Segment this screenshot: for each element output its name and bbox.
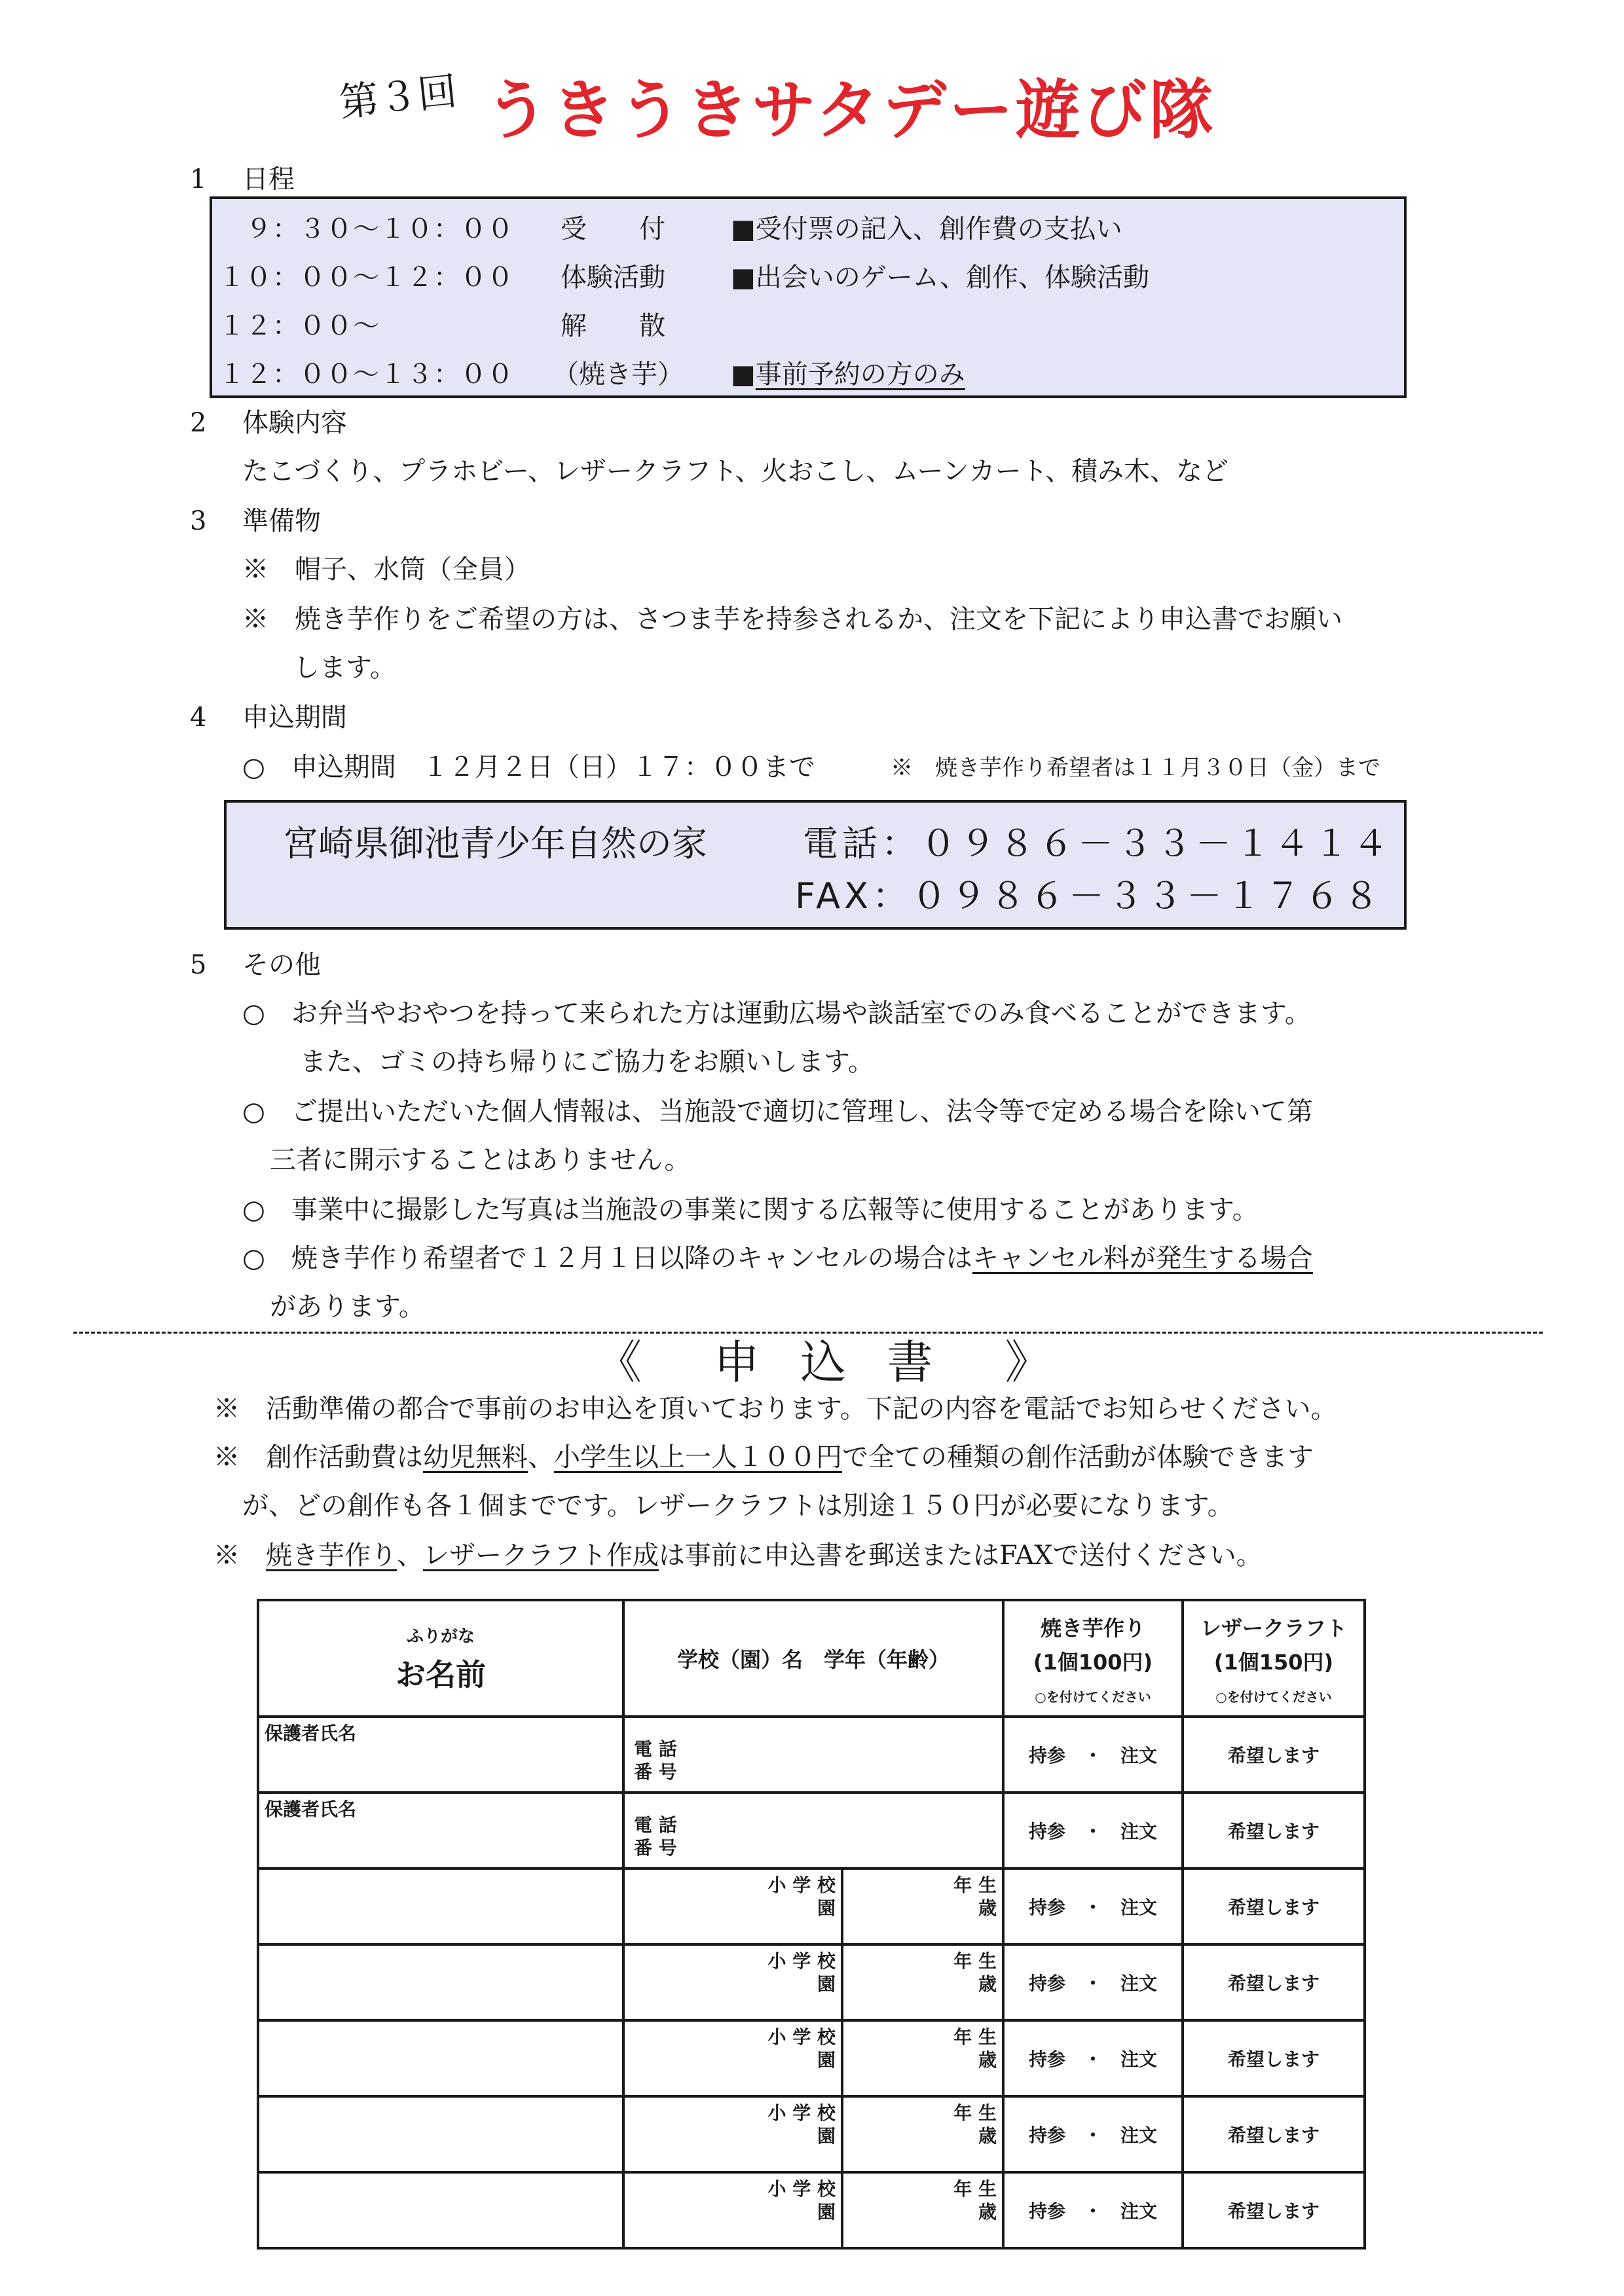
form-note-cont: が、どの創作も各１個までです。レザークラフトは別途１５０円が必要になります。 [242, 1491, 1234, 1521]
child-name-cell[interactable] [258, 2172, 623, 2248]
page-title: うきうきサタデー遊び隊 [485, 73, 1217, 148]
school-label-line2: 園 [817, 1897, 836, 1919]
grade-label [953, 2026, 997, 2071]
header-name [258, 1600, 623, 1717]
contact-fax: FAX：０９８６－３３－１７６８ [795, 875, 1384, 917]
child-name-cell[interactable] [258, 1868, 623, 1944]
header-name-label: お名前 [396, 1656, 486, 1692]
leather-choice-cell[interactable] [1183, 2172, 1365, 2248]
header-yakiimo-price: (1個100円) [1033, 1649, 1153, 1675]
section5-item [242, 1245, 1313, 1271]
child-grade-cell[interactable] [842, 2020, 1003, 2096]
section1-number: 1 [190, 164, 207, 194]
section1-heading: 日程 [242, 164, 295, 194]
form-note-underlined: 焼き芋作り [266, 1540, 397, 1571]
header-yakiimo-note: ○を付けてください [1035, 1688, 1151, 1705]
section5-item: ○ お弁当やおやつを持って来られた方は運動広場や談話室でのみ食べることができます。 [242, 998, 1311, 1029]
child-school-cell[interactable] [623, 2096, 842, 2172]
form-note: ※ 活動準備の都合で事前のお申込を頂いております。下記の内容を電話でお知らせください。 [213, 1394, 1337, 1424]
school-label [768, 2102, 836, 2147]
school-label-line1: 小 学 校 [767, 2102, 836, 2124]
grade-label [953, 2102, 997, 2147]
leather-choice-cell[interactable] [1183, 1793, 1365, 1868]
section4-heading: 申込期間 [242, 702, 347, 733]
school-label-line1: 小 学 校 [767, 1950, 836, 1972]
section5-number: 5 [190, 950, 207, 980]
section2-body: たこづくり、プラホビー、レザークラフト、火おこし、ムーンカート、積み木、など [242, 456, 1228, 486]
section3-number: 3 [190, 506, 207, 536]
school-label [768, 1874, 836, 1920]
schedule-note-prefix: ■ [731, 359, 756, 390]
school-label [768, 2178, 836, 2223]
child-grade-cell[interactable] [842, 2096, 1003, 2172]
leather-option: 希望します [1227, 1897, 1320, 1918]
table-header-row [258, 1600, 1365, 1717]
guardian-phone-cell[interactable] [623, 1717, 1003, 1793]
yakiimo-choice-cell[interactable] [1003, 2020, 1183, 2096]
yakiimo-choice-cell[interactable] [1003, 1717, 1183, 1793]
section3-item: ※ 帽子、水筒（全員） [242, 555, 530, 585]
contact-tel: 電話：０９８６－３３－１４１４ [803, 823, 1392, 864]
schedule-note-underlined: 事前予約の方のみ [755, 359, 965, 390]
form-heading: 《 申 込 書 》 [596, 1336, 1064, 1389]
header-school [623, 1600, 1003, 1717]
yakiimo-deadline-note: ※ 焼き芋作り希望者は１１月３０日（金）まで [891, 755, 1380, 781]
guardian-name-label: 保護者氏名 [265, 1722, 357, 1744]
child-grade-cell[interactable] [842, 1944, 1003, 2020]
schedule-activity: （焼き芋） [553, 359, 684, 390]
schedule-activity: 解 散 [561, 311, 665, 341]
phone-label-line1: 電 話 [634, 1738, 677, 1760]
school-label-line1: 小 学 校 [767, 2178, 836, 2200]
header-yakiimo [1003, 1600, 1183, 1717]
schedule-box [210, 196, 1407, 398]
contact-org: 宮崎県御池青少年自然の家 [283, 823, 707, 864]
grade-label [953, 1950, 997, 1995]
leather-choice-cell[interactable] [1183, 1868, 1365, 1944]
schedule-row [212, 216, 1404, 263]
header-leather [1183, 1600, 1365, 1717]
form-note-underlined: 幼児無料 [423, 1442, 528, 1472]
grade-label-line2: 歳 [978, 2125, 997, 2147]
child-grade-cell[interactable] [842, 1868, 1003, 1944]
title-prefix: 第３回 [337, 68, 460, 126]
form-note [213, 1542, 1263, 1569]
table-row-guardian [258, 1793, 1365, 1868]
schedule-time: １０：００～１２：００ [219, 263, 514, 293]
yakiimo-choice-cell[interactable] [1003, 2172, 1183, 2248]
child-name-cell[interactable] [258, 1944, 623, 2020]
schedule-row [212, 264, 1404, 312]
child-school-cell[interactable] [623, 2172, 842, 2248]
form-note [213, 1444, 1314, 1470]
schedule-row [212, 313, 1404, 360]
table-row-child [258, 1868, 1365, 1944]
header-leather-price: (1個150円) [1213, 1649, 1334, 1675]
yakiimo-option: 持参 ・ 注文 [1028, 1897, 1157, 1918]
guardian-name-label: 保護者氏名 [265, 1798, 357, 1820]
grade-label-line2: 歳 [978, 1897, 997, 1919]
form-note-text: ※ 創作活動費は [213, 1442, 423, 1472]
yakiimo-option: 持参 ・ 注文 [1028, 2049, 1157, 2070]
guardian-name-cell[interactable] [258, 1717, 623, 1793]
section5-item4-text: ○ 焼き芋作り希望者で１２月１日以降のキャンセルの場合は [242, 1243, 972, 1273]
header-yakiimo-label: 焼き芋作り [1040, 1615, 1145, 1641]
yakiimo-option: 持参 ・ 注文 [1028, 1821, 1157, 1842]
guardian-phone-cell[interactable] [623, 1793, 1003, 1868]
leather-choice-cell[interactable] [1183, 1717, 1365, 1793]
leather-choice-cell[interactable] [1183, 2020, 1365, 2096]
grade-label-line1: 年 生 [953, 1950, 997, 1972]
section5-item-cont: また、ゴミの持ち帰りにご協力をお願いします。 [300, 1047, 874, 1077]
phone-label [634, 1813, 677, 1859]
section3-heading: 準備物 [242, 506, 321, 536]
school-label-line2: 園 [817, 2125, 836, 2147]
table-row-guardian [258, 1717, 1365, 1793]
form-note-text: 、 [528, 1442, 554, 1472]
phone-label-line1: 電 話 [634, 1814, 677, 1836]
grade-label-line1: 年 生 [953, 2026, 997, 2048]
table-row-child [258, 1944, 1365, 2020]
leather-choice-cell[interactable] [1183, 1944, 1365, 2020]
child-grade-cell[interactable] [842, 2172, 1003, 2248]
yakiimo-option: 持参 ・ 注文 [1028, 1973, 1157, 1994]
application-period: ○ 申込期間 １２月２日（日）１７：００まで [242, 752, 815, 782]
schedule-row [212, 361, 1404, 409]
child-name-cell[interactable] [258, 2096, 623, 2172]
guardian-name-cell[interactable] [258, 1793, 623, 1868]
schedule-activity: 受 付 [561, 214, 665, 244]
leather-choice-cell[interactable] [1183, 2096, 1365, 2172]
contact-box [224, 800, 1407, 930]
phone-label-line2: 番 号 [634, 1761, 677, 1783]
yakiimo-option: 持参 ・ 注文 [1028, 2124, 1157, 2146]
schedule-activity: 体験活動 [561, 263, 665, 293]
leather-option: 希望します [1227, 2200, 1320, 2222]
grade-label-line2: 歳 [978, 2201, 997, 2223]
school-label-line2: 園 [817, 1973, 836, 1995]
grade-label-line2: 歳 [978, 2049, 997, 2071]
section3-item: ※ 焼き芋作りをご希望の方は、さつま芋を持参されるか、注文を下記により申込書でお願い [242, 604, 1342, 634]
form-note-underlined: レザークラフト作成 [423, 1540, 659, 1571]
leather-option: 希望します [1227, 1821, 1320, 1842]
header-leather-note: ○を付けてください [1215, 1688, 1332, 1705]
phone-label-line2: 番 号 [634, 1837, 677, 1859]
table-row-child [258, 2096, 1365, 2172]
school-label-line1: 小 学 校 [767, 2026, 836, 2048]
form-note-text: で全ての種類の創作活動が体験できます [842, 1442, 1314, 1472]
leather-option: 希望します [1227, 2049, 1320, 2070]
header-school-label: 学校（園）名 学年（年齢） [676, 1647, 950, 1672]
leather-option: 希望します [1227, 1745, 1320, 1766]
grade-label [953, 1874, 997, 1920]
schedule-time: １２：００～１３：００ [219, 359, 514, 390]
grade-label [953, 2178, 997, 2223]
form-note-underlined: 小学生以上一人１００円 [554, 1442, 842, 1472]
yakiimo-option: 持参 ・ 注文 [1028, 1745, 1157, 1766]
table-row-child [258, 2020, 1365, 2096]
section5-item: ○ 事業中に撮影した写真は当施設の事業に関する広報等に使用することがあります。 [242, 1195, 1259, 1225]
school-label-line2: 園 [817, 2201, 836, 2223]
cut-line [73, 1332, 1543, 1334]
grade-label-line1: 年 生 [953, 2178, 997, 2200]
grade-label-line1: 年 生 [953, 2102, 997, 2124]
child-school-cell[interactable] [623, 1868, 842, 1944]
child-school-cell[interactable] [623, 1944, 842, 2020]
schedule-note: ■出会いのゲーム、創作、体験活動 [731, 263, 1149, 293]
yakiimo-choice-cell[interactable] [1003, 1868, 1183, 1944]
yakiimo-choice-cell[interactable] [1003, 1793, 1183, 1868]
grade-label-line1: 年 生 [953, 1874, 997, 1896]
header-furigana: ふりがな [406, 1626, 475, 1647]
section2-number: 2 [190, 408, 207, 438]
application-table [257, 1599, 1366, 2250]
schedule-time: ９：３０～１０：００ [219, 214, 514, 244]
table-row-child [258, 2172, 1365, 2248]
section5-item-cont: 三者に開示することはありません。 [270, 1145, 691, 1175]
form-note-text: は事前に申込書を郵送またはFAXで送付ください。 [659, 1540, 1263, 1571]
child-school-cell[interactable] [623, 2020, 842, 2096]
section5-item: ○ ご提出いただいた個人情報は、当施設で適切に管理し、法令等で定める場合を除いて第 [242, 1097, 1313, 1127]
schedule-note: ■受付票の記入、創作費の支払い [731, 214, 1122, 244]
section5-heading: その他 [242, 950, 321, 980]
header-leather-label: レザークラフト [1200, 1615, 1347, 1641]
section5-item-cont: があります。 [270, 1292, 425, 1322]
schedule-note [731, 361, 965, 388]
school-label [768, 1950, 836, 1995]
school-label-line2: 園 [817, 2049, 836, 2071]
section2-heading: 体験内容 [242, 408, 347, 438]
yakiimo-choice-cell[interactable] [1003, 2096, 1183, 2172]
form-note-text: 、 [397, 1540, 423, 1571]
grade-label-line2: 歳 [978, 1973, 997, 1995]
form-note-text: ※ [213, 1540, 266, 1571]
section4-number: 4 [190, 702, 207, 733]
leather-option: 希望します [1227, 1973, 1320, 1994]
yakiimo-choice-cell[interactable] [1003, 1944, 1183, 2020]
phone-label [634, 1738, 677, 1783]
school-label-line1: 小 学 校 [767, 1874, 836, 1896]
section3-item-cont: します。 [293, 653, 396, 683]
yakiimo-option: 持参 ・ 注文 [1028, 2200, 1157, 2222]
school-label [768, 2026, 836, 2071]
cancel-fee-underlined: キャンセル料が発生する場合 [972, 1243, 1313, 1273]
child-name-cell[interactable] [258, 2020, 623, 2096]
leather-option: 希望します [1227, 2124, 1320, 2146]
schedule-time: １２：００～ [219, 311, 380, 341]
